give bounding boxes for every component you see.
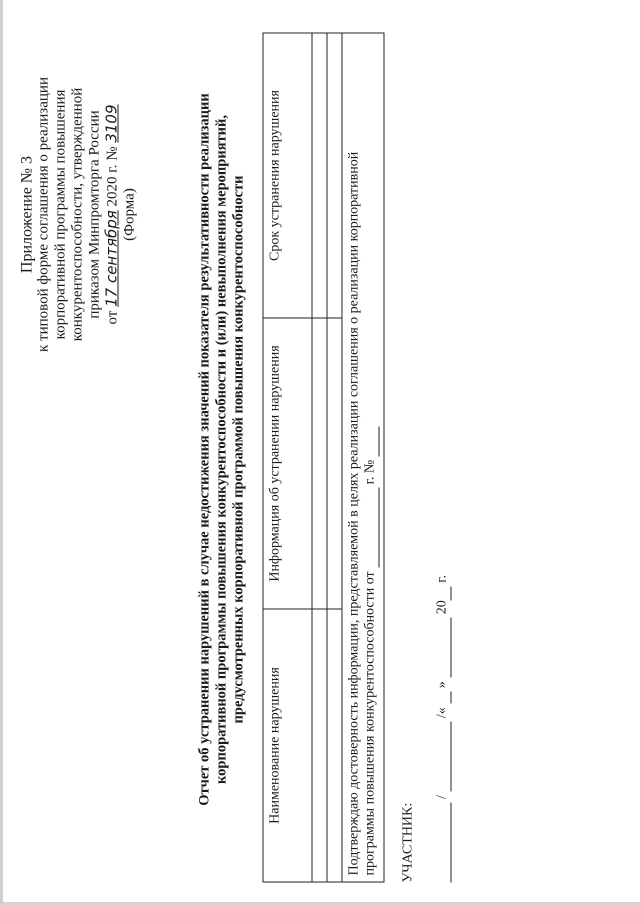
date-suffix: 2020 г. № (104, 146, 121, 207)
table-footer-row (342, 33, 384, 882)
header-cell-fix-info: Информация об устранении нарушения (263, 318, 312, 609)
table-header-row (263, 33, 312, 882)
appendix-number: Приложение № 3 (18, 155, 36, 274)
year-prefix: 20 (434, 600, 450, 615)
handwritten-date: 17 сентября (102, 210, 121, 307)
table-cell[interactable] (327, 33, 342, 318)
table-row (327, 33, 342, 882)
header-cell-fix-deadline: Срок устранения нарушения (263, 33, 312, 318)
year-field[interactable] (435, 586, 452, 600)
date-close-quote: » (434, 681, 450, 689)
header-cell-violation-name: Наименование нарушения (263, 609, 312, 882)
confirmation-line: Подтверждаю достоверность информации, представляемой в целях реализации соглашения о реализации корпоративной (346, 151, 362, 876)
date-prefix: от (104, 310, 121, 325)
day-field[interactable] (435, 692, 452, 704)
confirmation-text: программы повышения конкурентоспособности от (362, 571, 378, 876)
signature-block (401, 283, 452, 883)
appendix-line: приказом Минпромторга России (86, 110, 103, 319)
form-label: (Форма) (121, 188, 138, 241)
number-blank-field[interactable] (363, 426, 380, 456)
confirmation-line-2 (363, 40, 380, 876)
handwritten-number: 3109 (102, 104, 121, 143)
table-cell[interactable] (327, 318, 342, 609)
signature-line (435, 283, 452, 883)
month-field[interactable] (435, 618, 452, 678)
appendix-block (19, 21, 139, 409)
table-cell[interactable] (312, 318, 327, 609)
document-page (1, 0, 640, 905)
table-cell[interactable] (312, 609, 327, 882)
number-label: г. № (362, 459, 378, 485)
appendix-line: корпоративной программы повышения (52, 89, 69, 340)
violations-table (263, 33, 385, 883)
table-row (312, 33, 327, 882)
appendix-date-line (104, 21, 122, 409)
signature-field[interactable] (435, 803, 452, 883)
table-cell[interactable] (312, 33, 327, 318)
year-suffix: г. (434, 575, 450, 583)
appendix-line: конкурентоспособности, утвержденной (69, 87, 86, 342)
title-line: предусмотренных корпоративной программой повышения конкурентоспособности (230, 175, 247, 724)
date-blank-field[interactable] (363, 488, 380, 568)
title-line: Отчет об устранении нарушений в случае недостижения значений показателя результативности реализации (196, 93, 213, 806)
signature-slash: / (434, 795, 450, 799)
date-open-quote: /« (434, 707, 450, 719)
name-field[interactable] (435, 722, 452, 792)
table-cell[interactable] (327, 609, 342, 882)
appendix-line: к типовой форме соглашения о реализации (35, 77, 52, 352)
participant-label: УЧАСТНИК: (400, 802, 416, 883)
confirmation-statement (342, 33, 384, 882)
title-line: корпоративной программы повышения конкурентоспособности и (или) невыполнения мероприятий, (213, 114, 230, 785)
report-title (197, 17, 248, 883)
